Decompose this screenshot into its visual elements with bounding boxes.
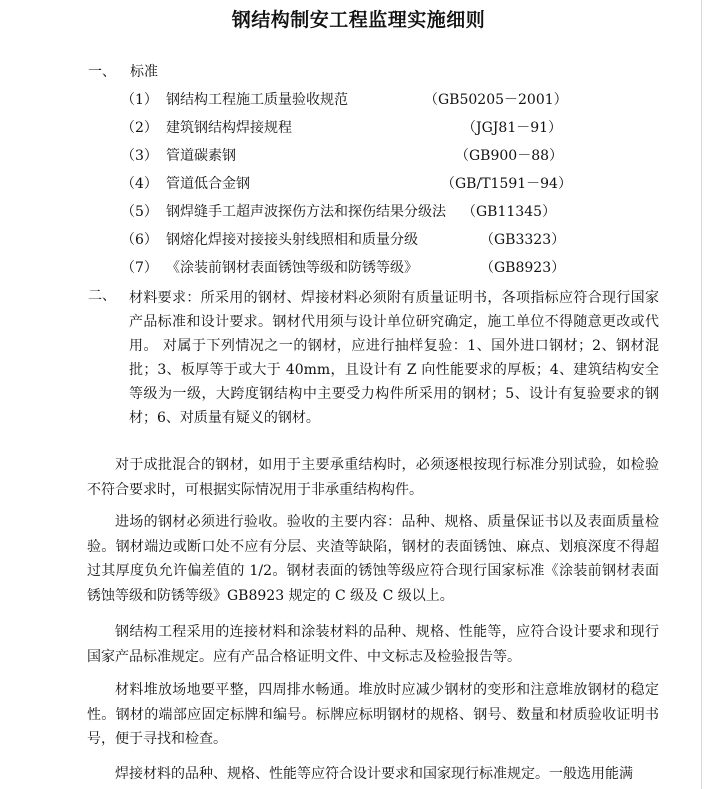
section-1-heading — [88, 62, 158, 82]
standard-number: （7） — [121, 260, 158, 276]
section-1-number: 一、 — [88, 64, 116, 80]
standard-code: （GB900－88） — [455, 148, 564, 164]
body-paragraph: 进场的钢材必须进行验收。验收的主要内容：品种、规格、质量保证书以及表面质量检验。钢材端边或断口处不应有分层、夹渣等缺陷，钢材的表面锈蚀、麻点、划痕深度不得超过其厚度负允许偏差值的 1/2。钢材表面的锈蚀等级应符合现行国家标准《涂装前钢材表面锈蚀等级和防锈等级》GB8923 规定的 C 级及 C 级以上。 — [87, 514, 659, 604]
standard-code: （GB11345） — [462, 204, 557, 220]
standard-name: 管道低合金钢 — [166, 176, 250, 192]
standard-name: 钢焊缝手工超声波探伤方法和探伤结果分级法 — [166, 204, 446, 220]
standard-name: 钢熔化焊接对接接头射线照相和质量分级 — [166, 232, 418, 248]
material-requirements-text: 材料要求：所采用的钢材、焊接材料必须附有质量证明书，各项指标应符合现行国家产品标准和设计要求。钢材代用须与设计单位研究确定，施工单位不得随意更改或代用。 对属于下列情况之一的钢材，应进行抽样复验：1、国外进口钢材；2、钢材混批；3、板厚等于或大于 40mm，且设计有 Z 向性能要求的厚板；4、建筑结构安全等级为一级，大跨度钢结构中主要受力构件所采用的钢材；5、设计有复验要求的钢材；6、对质量有疑义的钢材。 — [129, 290, 659, 426]
standard-name: 管道碳素钢 — [166, 148, 236, 164]
body-paragraph: 材料堆放场地要平整，四周排水畅通。堆放时应减少钢材的变形和注意堆放钢材的稳定性。钢材的端部应固定标牌和编号。标牌应标明钢材的规格、钢号、数量和材质验收证明书号，便于寻找和检查。 — [87, 682, 659, 747]
section-2-body — [129, 286, 659, 430]
standard-code: （JGJ81－91） — [462, 120, 563, 136]
standard-number: （3） — [121, 148, 158, 164]
standard-number: （1） — [121, 92, 158, 108]
document-title: 钢结构制安工程监理实施细则 — [231, 9, 486, 31]
page-edge-line — [701, 0, 702, 789]
standard-number: （5） — [121, 204, 158, 220]
standard-code: （GB50205－2001） — [424, 92, 568, 108]
standard-code: （GB3323） — [480, 232, 566, 248]
standard-name: 钢结构工程施工质量验收规范 — [166, 92, 348, 108]
body-paragraph: 焊接材料的品种、规格、性能等应符合设计要求和国家现行标准规定。一般选用能满 — [115, 766, 633, 782]
section-2-number: 二、 — [88, 288, 116, 304]
standard-number: （6） — [121, 232, 158, 248]
standard-name: 建筑钢结构焊接规程 — [166, 120, 292, 136]
standard-code: （GB/T1591－94） — [441, 176, 572, 192]
body-paragraph: 对于成批混合的钢材，如用于主要承重结构时，必须逐根按现行标准分别试验，如检验不符合要求时，可根据实际情况用于非承重结构构件。 — [87, 457, 659, 498]
standard-code: （GB8923） — [480, 260, 566, 276]
standard-number: （4） — [121, 176, 158, 192]
standard-name: 《涂装前钢材表面锈蚀等级和防锈等级》 — [166, 260, 418, 276]
section-1-title: 标准 — [130, 64, 158, 80]
body-paragraph: 钢结构工程采用的连接材料和涂装材料的品种、规格、性能等，应符合设计要求和现行国家产品标准规定。应有产品合格证明文件、中文标志及检验报告等。 — [87, 624, 659, 665]
standard-number: （2） — [121, 120, 158, 136]
